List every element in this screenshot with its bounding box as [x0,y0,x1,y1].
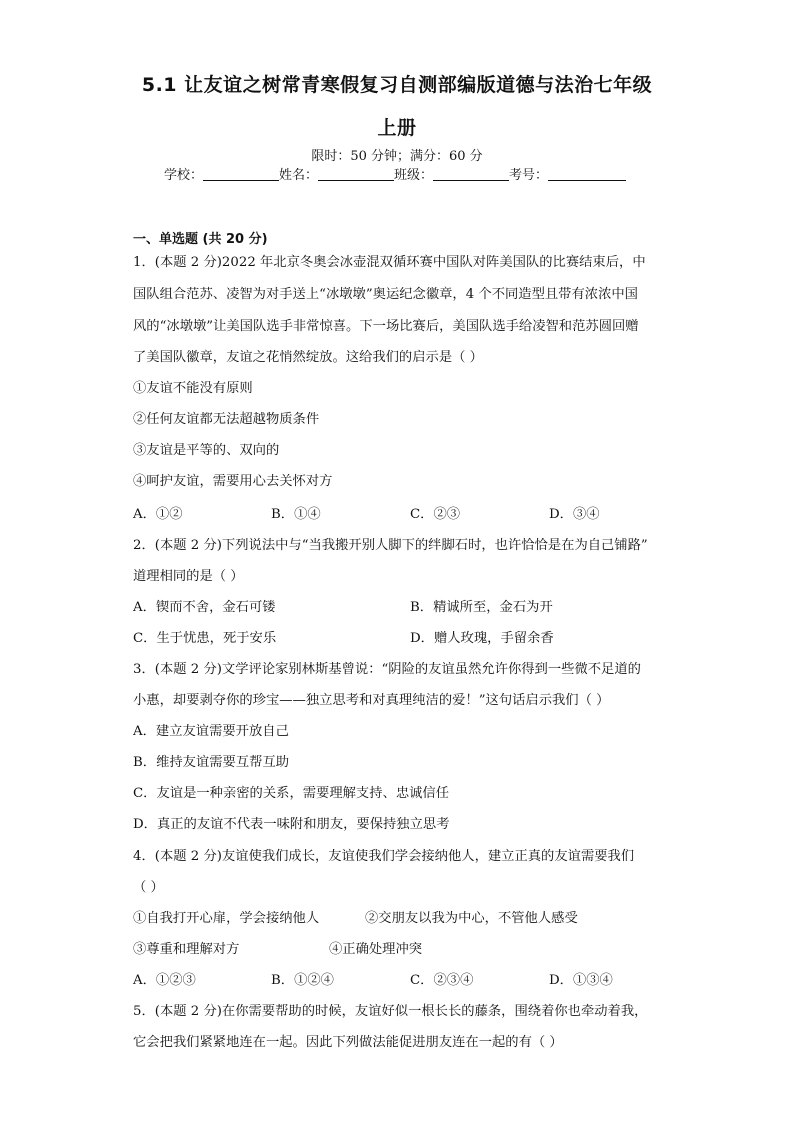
question-4-line: 4．(本题 2 分)友谊使我们成长，友谊使我们学会接纳他人，建立正真的友谊需要我们 [133,849,635,864]
question-3-line: 3．(本题 2 分)文学评论家别林斯基曾说：“阴险的友谊虽然允许你得到一些微不足道的 [133,662,641,677]
question-1-statement: ④呵护友谊，需要用心去关怀对方 [133,474,333,489]
question-4-statement: ④正确处理冲突 [329,942,423,957]
question-3-option-a[interactable]: A．建立友谊需要开放自己 [133,724,289,739]
question-1-option-d[interactable]: D．③④ [549,507,600,522]
question-3-option-b[interactable]: B．维持友谊需要互帮互助 [133,755,290,770]
question-2-option-d[interactable]: D．赠人玫瑰，手留余香 [410,631,554,646]
question-2-option-c[interactable]: C．生于忧患，死于安乐 [133,631,277,646]
question-1-option-b[interactable]: B．①④ [271,507,321,522]
question-4-option-b[interactable]: B．①②④ [271,973,334,988]
question-1-option-a[interactable]: A．①② [133,507,183,522]
number-label: 考号： [509,168,549,183]
question-5-line: 它会把我们紧紧地连在一起。因此下列做法能促进朋友连在一起的有（ ） [133,1035,563,1050]
question-4-statement: ①自我打开心扉，学会接纳他人 [133,911,320,926]
question-2-line: 道理相同的是（ ） [133,569,244,584]
question-4-statement: ③尊重和理解对方 [133,942,240,957]
question-1-line: 国队组合范苏、凌智为对手送上“冰墩墩”奥运纪念徽章，4 个不同造型且带有浓浓中国 [133,287,638,302]
question-1-option-c[interactable]: C．②③ [410,507,461,522]
question-4-statement: ②交朋友以我为中心，不管他人感受 [365,911,578,926]
question-3-line: 小惠，却要剥夺你的珍宝——独立思考和对真理纯洁的爱！”这句话启示我们（ ） [133,693,610,708]
question-2-option-a[interactable]: A．锲而不舍，金石可镂 [133,600,276,615]
section-heading: 一、单选题 (共 20 分) [133,232,268,247]
name-blank[interactable] [318,168,394,181]
class-label: 班级： [394,168,434,183]
question-1-statement: ①友谊不能没有原则 [133,381,253,396]
question-1-line: 风的“冰墩墩”让美国队选手非常惊喜。下一场比赛后，美国队选手给凌智和范苏圆回赠 [133,319,639,334]
question-1-statement: ②任何友谊都无法超越物质条件 [133,412,320,427]
time-score-limits: 限时：50 分钟；满分：60 分 [311,149,483,164]
question-2-line: 2．(本题 2 分)下列说法中与“当我搬开别人脚下的绊脚石时，也许恰恰是在为自己铺路” [133,538,648,553]
question-4-line: （ ） [133,880,164,895]
question-1-line: 1．(本题 2 分)2022 年北京冬奥会冰壶混双循环赛中国队对阵美国队的比赛结束后，中 [133,255,646,270]
number-blank[interactable] [548,168,626,181]
question-3-option-c[interactable]: C．友谊是一种亲密的关系，需要理解支持、忠诚信任 [133,786,450,801]
question-5-line: 5．(本题 2 分)在你需要帮助的时候，友谊好似一根长长的藤条，围绕着你也牵动着我， [133,1004,648,1019]
page-title-continued: 上册 [377,117,417,139]
class-blank[interactable] [433,168,509,181]
question-3-option-d[interactable]: D．真正的友谊不代表一味附和朋友，要保持独立思考 [133,817,450,832]
question-2-option-b[interactable]: B．精诚所至，金石为开 [410,600,553,615]
name-label: 姓名： [279,168,319,183]
question-1-statement: ③友谊是平等的、双向的 [133,443,280,458]
student-info-row [164,164,626,183]
school-label: 学校： [164,168,204,183]
question-4-option-c[interactable]: C．②③④ [410,973,474,988]
question-4-option-d[interactable]: D．①③④ [549,973,613,988]
school-blank[interactable] [203,168,279,181]
page-title: 5.1 让友谊之树常青寒假复习自测部编版道德与法治七年级 [141,74,653,96]
question-1-line: 了美国队徽章，友谊之花悄然绽放。这给我们的启示是（ ） [133,350,483,365]
question-4-option-a[interactable]: A．①②③ [133,973,196,988]
